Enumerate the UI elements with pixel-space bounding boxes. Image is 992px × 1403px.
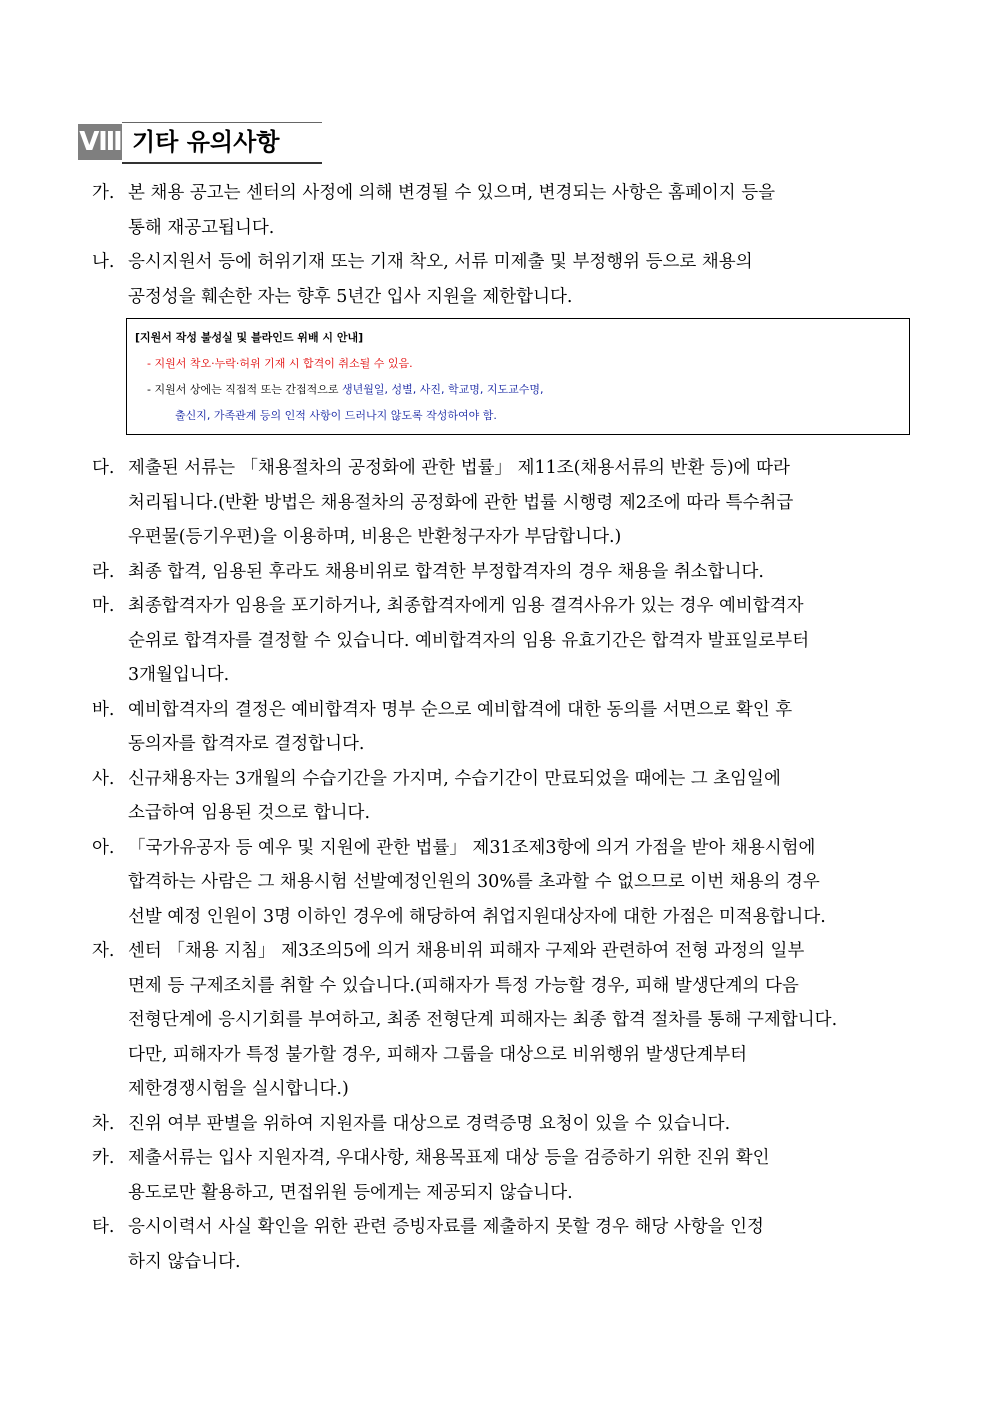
note-item: [92, 555, 914, 590]
note-line: 동의자를 합격자로 결정합니다.: [128, 734, 365, 754]
note-line: 신규채용자는 3개월의 수습기간을 가지며, 수습기간이 만료되었을 때에는 그 초임일에: [128, 768, 781, 789]
note-item: [92, 934, 914, 1107]
section-heading: [78, 122, 322, 164]
note-line: 면제 등 구제조치를 취할 수 있습니다.(피해자가 특정 가능할 경우, 피해 발생단계의 다음: [128, 975, 799, 996]
note-marker: 아.: [92, 837, 115, 858]
note-line: 제한경쟁시험을 실시합니다.): [128, 1079, 349, 1099]
note-item: [92, 451, 914, 555]
note-line: 「국가유공자 등 예우 및 지원에 관한 법률」 제31조제3항에 의거 가점을 받아 채용시험에: [128, 837, 816, 858]
note-line: 최종 합격, 임용된 후라도 채용비위로 합격한 부정합격자의 경우 채용을 취소합니다.: [128, 561, 764, 582]
note-line: 소급하여 임용된 것으로 합니다.: [128, 803, 371, 823]
note-item: [92, 693, 914, 762]
note-line: 본 채용 공고는 센터의 사정에 의해 변경될 수 있으며, 변경되는 사항은 홈페이지 등을: [128, 183, 776, 203]
note-line: 응시이력서 사실 확인을 위한 관련 증빙자료를 제출하지 못할 경우 해당 사항을 인정: [128, 1217, 764, 1237]
note-line: 통해 재공고됩니다.: [128, 217, 275, 238]
note-marker: 차.: [92, 1113, 115, 1134]
note-line: 순위로 합격자를 결정할 수 있습니다. 예비합격자의 임용 유효기간은 합격자 발표일로부터: [128, 630, 810, 651]
note-line: 제출된 서류는 「채용절차의 공정화에 관한 법률」 제11조(채용서류의 반환 등)에 따라: [128, 458, 790, 478]
note-item: [92, 589, 914, 693]
note-marker: 마.: [92, 596, 115, 616]
note-item: [92, 245, 914, 314]
note-marker: 바.: [92, 699, 115, 720]
note-line: 예비합격자의 결정은 예비합격자 명부 순으로 예비합격에 대한 동의를 서면으로 확인 후: [128, 699, 793, 720]
note-line: 다만, 피해자가 특정 불가할 경우, 피해자 그룹을 대상으로 비위행위 발생단계부터: [128, 1044, 748, 1065]
note-marker: 라.: [92, 561, 115, 582]
note-line: 용도로만 활용하고, 면접위원 등에게는 제공되지 않습니다.: [128, 1182, 573, 1203]
note-line: 센터 「채용 지침」 제3조의5에 의거 채용비위 피해자 구제와 관련하여 전형 과정의 일부: [128, 941, 805, 961]
note-line: 처리됩니다.(반환 방법은 채용절차의 공정화에 관한 법률 시행령 제2조에 따라 특수취급: [128, 492, 794, 513]
notes-list-bottom: [92, 451, 914, 1279]
section-title: 기타 유의사항: [132, 128, 280, 156]
note-item: [92, 831, 914, 935]
note-line: 선발 예정 인원이 3명 이하인 경우에 해당하여 취업지원대상자에 대한 가점은 미적용합니다.: [128, 906, 826, 927]
section-rule-top: [122, 122, 322, 123]
note-marker: 가.: [92, 183, 115, 203]
note-line: 하지 않습니다.: [128, 1251, 241, 1272]
note-line: 최종합격자가 임용을 포기하거나, 최종합격자에게 임용 결격사유가 있는 경우 예비합격자: [128, 596, 804, 616]
note-line: 진위 여부 판별을 위하여 지원자를 대상으로 경력증명 요청이 있을 수 있습니다.: [128, 1113, 731, 1134]
notice-line-2-highlight: 생년월일, 성별, 사진, 학교명, 지도교수명,: [341, 383, 544, 396]
section-number-badge: Ⅷ: [78, 124, 122, 160]
notice-line-3: 출신지, 가족관계 등의 인적 사항이 드러나지 않도록 작성하여야 함.: [175, 409, 497, 422]
note-marker: 카.: [92, 1148, 115, 1168]
notice-title: [지원서 작성 불성실 및 블라인드 위배 시 안내]: [135, 331, 364, 344]
note-item: [92, 176, 914, 245]
note-marker: 사.: [92, 768, 115, 789]
note-line: 우편물(등기우편)을 이용하며, 비용은 반환청구자가 부담합니다.): [128, 527, 622, 547]
note-line: 전형단계에 응시기회를 부여하고, 최종 전형단계 피해자는 최종 합격 절차를 통해 구제합니다.: [128, 1010, 838, 1030]
note-marker: 자.: [92, 941, 115, 961]
note-marker: 나.: [92, 252, 115, 272]
note-item: [92, 1107, 914, 1142]
note-item: [92, 1210, 914, 1279]
note-line: 3개월입니다.: [128, 665, 230, 685]
notes-list-top: [92, 176, 914, 314]
notice-line-1: - 지원서 착오·누락·허위 기재 시 합격이 취소될 수 있음.: [147, 357, 413, 370]
note-line: 공정성을 훼손한 자는 향후 5년간 입사 지원을 제한합니다.: [128, 286, 573, 307]
notice-line-2: [135, 377, 901, 403]
note-line: 제출서류는 입사 지원자격, 우대사항, 채용목표제 대상 등을 검증하기 위한 진위 확인: [128, 1148, 770, 1168]
section-rule-bottom: [122, 162, 322, 164]
note-item: [92, 1141, 914, 1210]
notice-line-2-prefix: - 지원서 상에는 직접적 또는 간접적으로: [147, 383, 339, 396]
blind-notice-box: [126, 318, 910, 435]
note-marker: 타.: [92, 1217, 115, 1237]
note-marker: 다.: [92, 458, 115, 478]
note-item: [92, 762, 914, 831]
note-line: 응시지원서 등에 허위기재 또는 기재 착오, 서류 미제출 및 부정행위 등으로 채용의: [128, 252, 753, 272]
note-line: 합격하는 사람은 그 채용시험 선발예정인원의 30%를 초과할 수 없으므로 이번 채용의 경우: [128, 872, 820, 892]
